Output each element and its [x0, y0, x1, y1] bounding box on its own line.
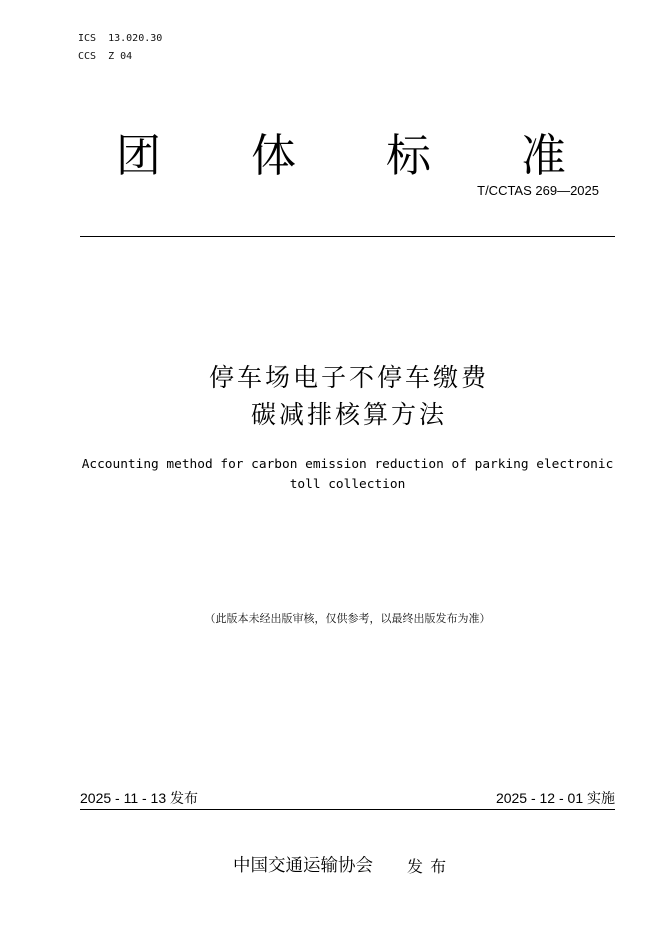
draft-notice: （此版本未经出版审核，仅供参考，以最终出版发布为准）: [204, 612, 491, 625]
publish-date: 2025 - 11 - 13 发布: [80, 790, 199, 806]
english-title-line-1: Accounting method for carbon emission reduction of parking electronic: [81, 457, 614, 472]
standard-type-heading: 团体标准: [116, 129, 657, 182]
implementation-date: 2025 - 12 - 01 实施: [495, 790, 615, 806]
ccs-code: CCS Z 04: [78, 51, 133, 62]
chinese-title-line-2: 碳减排核算方法: [250, 400, 447, 429]
publisher-action: 发 布: [407, 857, 448, 876]
english-title-line-2: toll collection: [289, 477, 406, 492]
bottom-divider: [80, 809, 615, 810]
publisher-name: 中国交通运输协会: [233, 856, 373, 876]
top-divider: [80, 236, 615, 237]
document-number: T/CCTAS 269—2025: [477, 183, 599, 198]
ics-code: ICS 13.020.30: [78, 33, 163, 44]
chinese-title-line-1: 停车场电子不停车缴费: [208, 363, 489, 392]
